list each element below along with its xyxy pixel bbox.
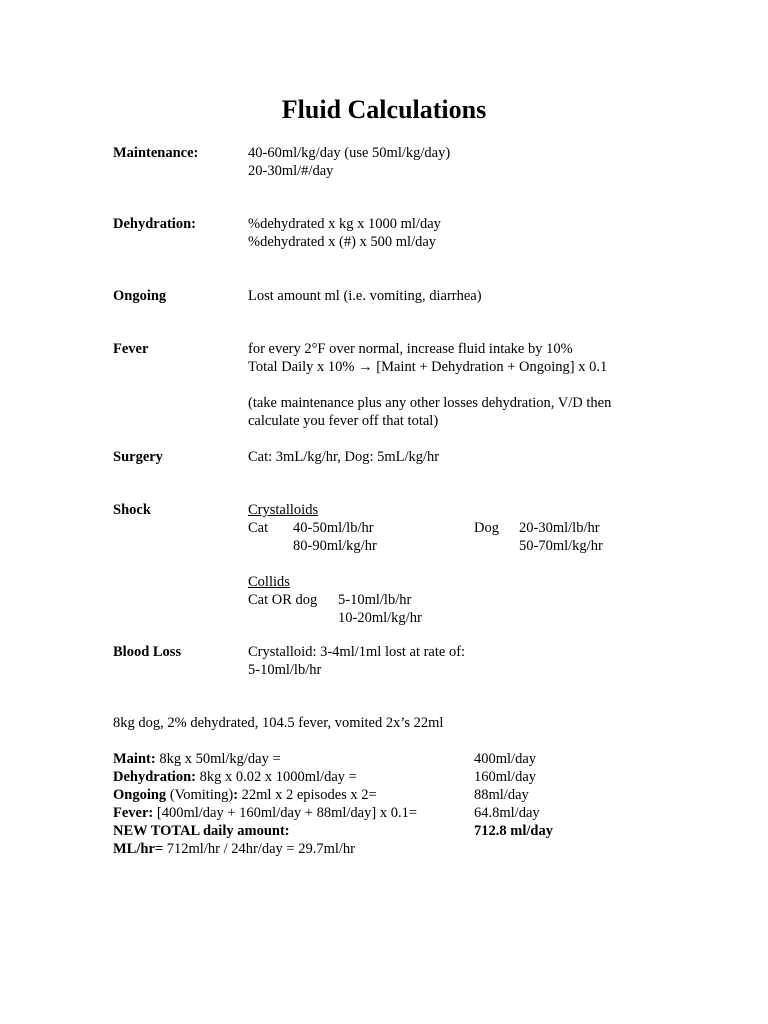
collids-heading: Collids bbox=[248, 574, 290, 590]
calc-row-ongoing bbox=[113, 786, 673, 804]
maintenance-label: Maintenance: bbox=[113, 145, 199, 161]
calc-ongoing-label: Ongoing bbox=[113, 787, 167, 803]
shock-cat-or-dog-value-2: 10-20ml/kg/hr bbox=[338, 610, 422, 626]
fever-line-2: Total Daily x 10% → [Maint + Dehydration + Ongoing] x 0.1 bbox=[248, 359, 608, 375]
example-calculation bbox=[113, 750, 673, 858]
calc-ongoing-colon: : bbox=[233, 787, 239, 803]
calc-ongoing-qualifier: (Vomiting) bbox=[166, 787, 234, 803]
calc-maint-label: Maint: bbox=[113, 751, 156, 767]
calc-row-fever bbox=[113, 804, 673, 822]
calc-ml-hr-label: ML/hr= bbox=[113, 841, 164, 857]
fever-line-1: for every 2°F over normal, increase fluid intake by 10% bbox=[248, 341, 573, 357]
page-title: Fluid Calculations bbox=[281, 95, 487, 124]
calc-total-value: 712.8 ml/day bbox=[474, 823, 553, 839]
calc-row-total bbox=[113, 822, 673, 840]
calc-dehydration-formula: 8kg x 0.02 x 1000ml/day = bbox=[195, 769, 357, 785]
calc-row-maint bbox=[113, 750, 673, 768]
maintenance-line-1: 40-60ml/kg/day (use 50ml/kg/day) bbox=[248, 145, 451, 161]
shock-cat-value-2: 80-90ml/kg/hr bbox=[293, 538, 377, 554]
calc-fever-formula: [400ml/day + 160ml/day + 88ml/day] x 0.1= bbox=[153, 805, 418, 821]
calc-dehydration-value: 160ml/day bbox=[474, 769, 537, 785]
calc-total-label: NEW TOTAL daily amount: bbox=[113, 823, 290, 839]
calc-ml-hr-formula: 712ml/hr / 24hr/day = 29.7ml/hr bbox=[163, 841, 355, 857]
shock-dog-value-1: 20-30ml/lb/hr bbox=[519, 520, 600, 536]
calc-row-ml-hr bbox=[113, 840, 673, 858]
fever-label: Fever bbox=[113, 341, 149, 357]
calc-maint-value: 400ml/day bbox=[474, 751, 537, 767]
shock-section bbox=[113, 501, 673, 631]
blood-loss-label: Blood Loss bbox=[113, 644, 182, 660]
blood-loss-line-2: 5-10ml/lb/hr bbox=[248, 662, 322, 678]
shock-cat-value-1: 40-50ml/lb/hr bbox=[293, 520, 374, 536]
example-scenario: 8kg dog, 2% dehydrated, 104.5 fever, vomited 2x’s 22ml bbox=[113, 715, 444, 731]
calc-fever-value: 64.8ml/day bbox=[474, 805, 540, 821]
calc-row-dehydration bbox=[113, 768, 673, 786]
calc-maint-formula: 8kg x 50ml/kg/day = bbox=[155, 751, 281, 767]
blood-loss-line-1: Crystalloid: 3-4ml/1ml lost at rate of: bbox=[248, 644, 466, 660]
shock-label: Shock bbox=[113, 502, 151, 518]
surgery-line-1: Cat: 3mL/kg/hr, Dog: 5mL/kg/hr bbox=[248, 449, 440, 465]
crystalloids-heading: Crystalloids bbox=[248, 502, 319, 518]
shock-cat-or-dog-label: Cat OR dog bbox=[248, 592, 318, 608]
calc-fever-label: Fever: bbox=[113, 805, 154, 821]
surgery-label: Surgery bbox=[113, 449, 163, 465]
dehydration-line-1: %dehydrated x kg x 1000 ml/day bbox=[248, 216, 441, 232]
shock-cat-or-dog-value-1: 5-10ml/lb/hr bbox=[338, 592, 412, 608]
maintenance-line-2: 20-30ml/#/day bbox=[248, 163, 334, 179]
fever-note-line-1: (take maintenance plus any other losses dehydration, V/D then bbox=[248, 395, 612, 411]
dehydration-line-2: %dehydrated x (#) x 500 ml/day bbox=[248, 234, 437, 250]
ongoing-label: Ongoing bbox=[113, 288, 167, 304]
fever-note-line-2: calculate you fever off that total) bbox=[248, 413, 439, 429]
shock-cat-label: Cat bbox=[248, 520, 269, 536]
calc-ongoing-formula: 22ml x 2 episodes x 2= bbox=[238, 787, 377, 803]
calc-dehydration-label: Dehydration: bbox=[113, 769, 196, 785]
shock-dog-value-2: 50-70ml/kg/hr bbox=[519, 538, 603, 554]
ongoing-line-1: Lost amount ml (i.e. vomiting, diarrhea) bbox=[248, 288, 482, 304]
calc-ongoing-value: 88ml/day bbox=[474, 787, 529, 803]
shock-dog-label: Dog bbox=[474, 520, 499, 536]
dehydration-label: Dehydration: bbox=[113, 216, 196, 232]
